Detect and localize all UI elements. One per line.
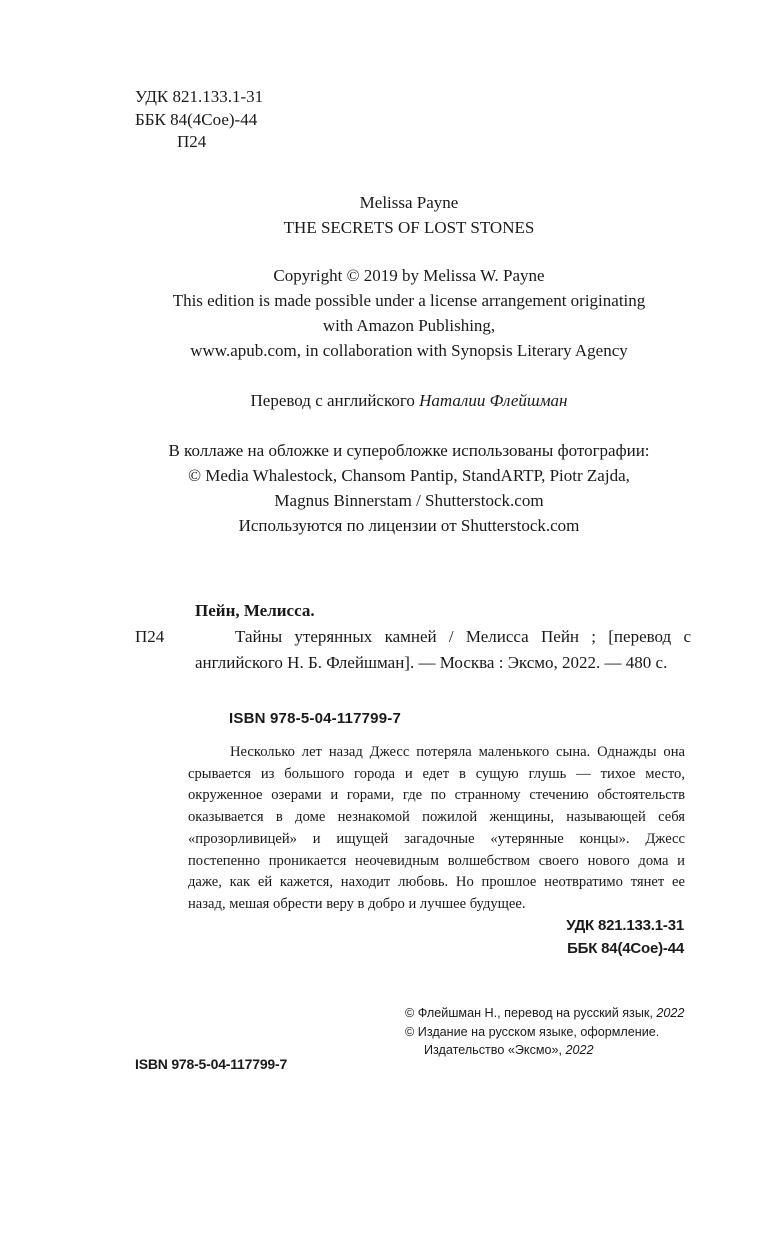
catalog-code: П24 <box>135 627 165 646</box>
udk-code: УДК 821.133.1-31 <box>135 87 264 106</box>
catalog-author: Пейн, Мелисса. <box>195 601 315 620</box>
photo-credit-line: © Media Whalestock, Chansom Pantip, StandARTP, Piotr Zajda, <box>188 466 630 485</box>
author-mark: П24 <box>177 132 207 151</box>
bbk-code: ББК 84(4Сое)-44 <box>567 940 684 957</box>
catalog-description: Тайны утерянных камней / Мелисса Пейн ; [перевод с английского Н. Б. Флейшман]. — Москва : Эксмо, 2022. — 480 с. <box>195 627 691 672</box>
edition-rights-text: © Издание на русском языке, оформление. <box>405 1024 660 1039</box>
bbk-code: ББК 84(4Сое)-44 <box>135 109 258 129</box>
photo-credit-line: В коллаже на обложке и суперобложке использованы фотографии: <box>168 441 650 460</box>
edition-rights-year: 2022 <box>565 1043 594 1057</box>
original-title: THE SECRETS OF LOST STONES <box>283 218 535 237</box>
photo-credit-line: Magnus Binnerstam / Shutterstock.com <box>274 491 544 510</box>
original-title-block <box>0 190 768 240</box>
translation-credit <box>0 388 768 413</box>
isbn-footer: ISBN 978-5-04-117799-7 <box>135 1056 288 1072</box>
rights-notice <box>405 1004 705 1060</box>
license-line: with Amazon Publishing, <box>322 316 496 335</box>
udk-code: УДК 821.133.1-31 <box>566 917 684 934</box>
copyright-block <box>0 263 768 363</box>
catalog-entry <box>135 598 691 676</box>
translator-name: Наталии Флейшман <box>419 391 568 410</box>
translation-rights-year: 2022 <box>656 1006 685 1020</box>
original-author: Melissa Payne <box>359 193 459 212</box>
translation-rights-text: © Флейшман Н., перевод на русский язык, <box>405 1006 653 1020</box>
translation-rights <box>405 1004 705 1023</box>
license-line: This edition is made possible under a license arrangement originating <box>172 291 646 310</box>
udk-footer <box>566 914 684 960</box>
translation-prefix: Перевод с английского <box>250 391 415 410</box>
photo-credit-line: Используются по лицензии от Shutterstock.com <box>238 516 580 535</box>
copyright-line: Copyright © 2019 by Melissa W. Payne <box>273 266 545 285</box>
edition-publisher: Издательство «Эксмо», <box>424 1043 563 1057</box>
annotation: Несколько лет назад Джесс потеряла маленького сына. Однажды она срывается из большого города и едет в сущую глушь — тихое место, окруженное озерами и горами, где по странному стечению обстоятельств оказывается в доме незнакомой пожилой женщины, называющей себя «прозорливицей» и ищущей загадочные «утерянные концы». Джесс постепенно проникается неочевидным волшебством своего нового дома и даже, как ей кажется, находит любовь. Но прошлое неотвратимо тянет ее назад, мешая обрести веру в добро и лучшее будущее. <box>188 744 685 912</box>
catalog-isbn: ISBN 978-5-04-117799-7 <box>229 710 402 727</box>
license-line: www.apub.com, in collaboration with Synopsis Literary Agency <box>190 341 628 360</box>
edition-rights <box>405 1023 705 1060</box>
photo-credits <box>0 438 768 538</box>
udk-header <box>135 86 263 154</box>
